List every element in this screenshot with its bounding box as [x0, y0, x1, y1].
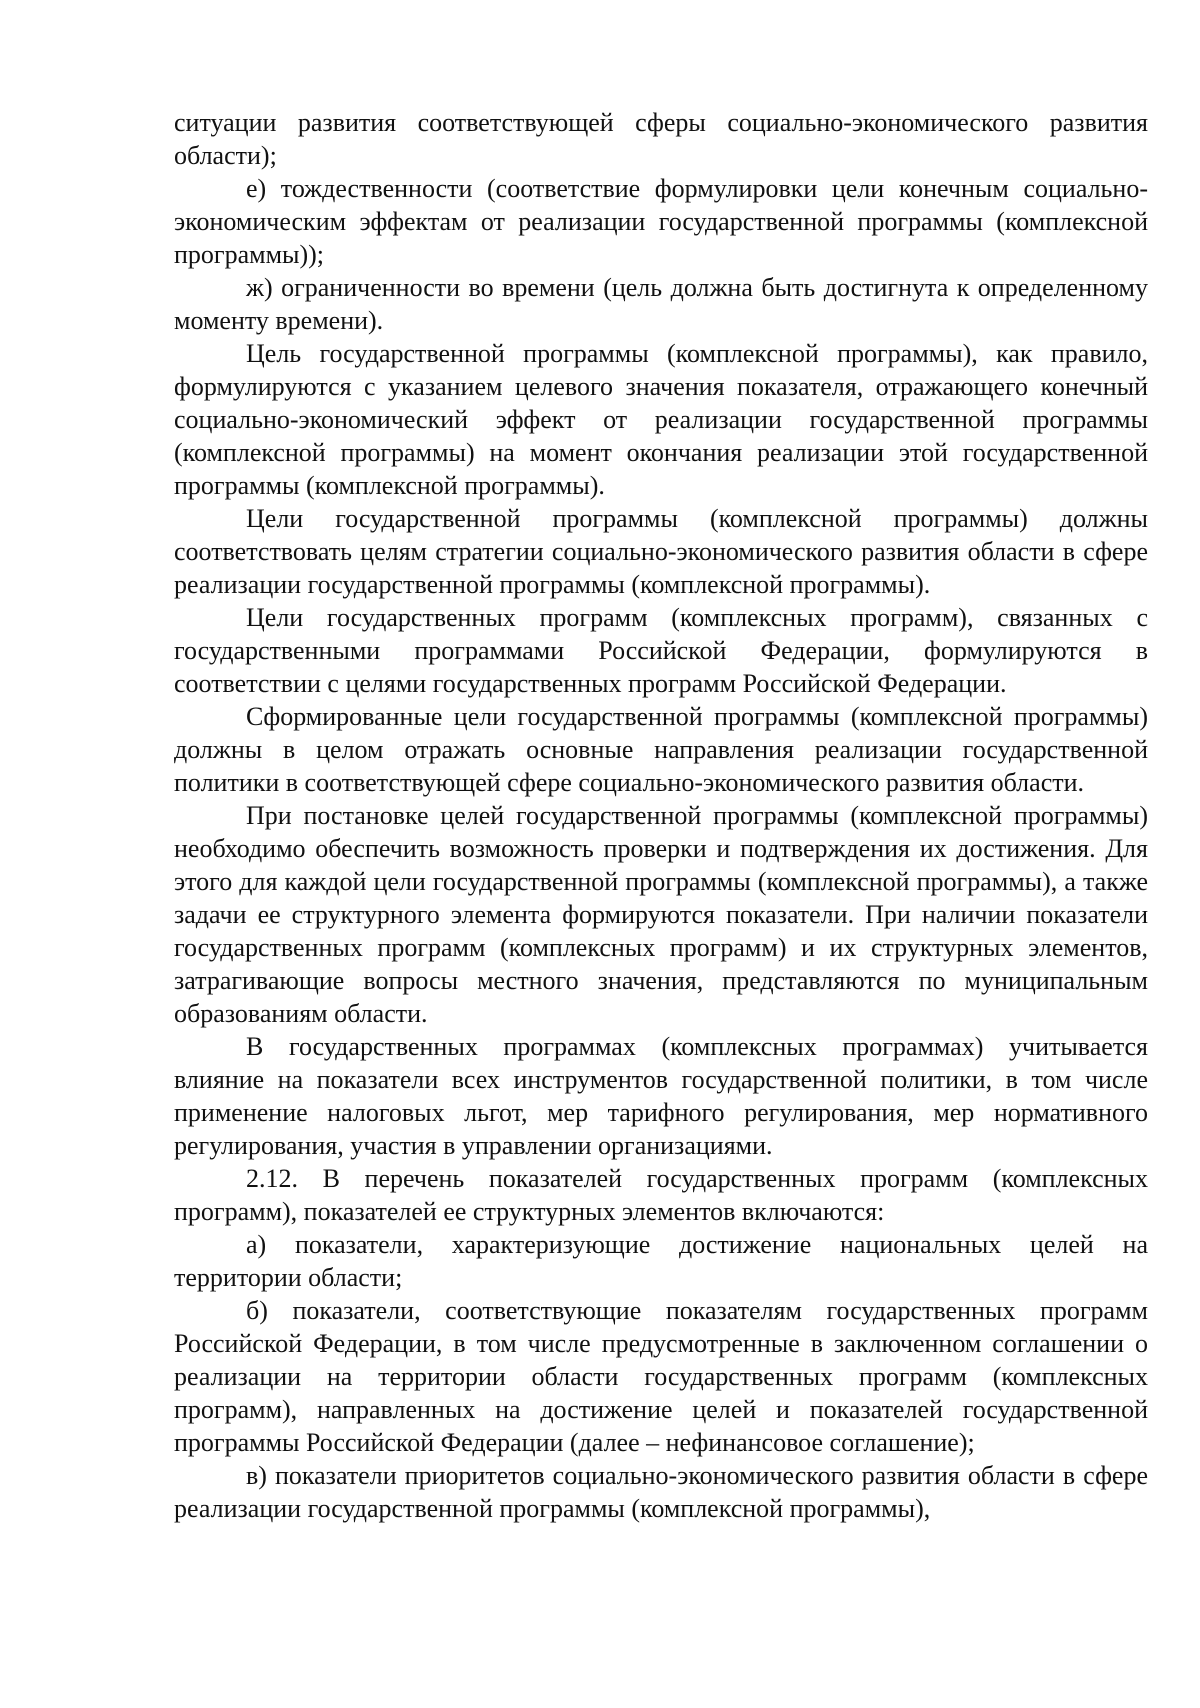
document-body — [174, 106, 1148, 1525]
paragraph-item-b: б) показатели, соответствующие показателям государственных программ Российской Федерации, в том числе предусмотренные в заключенном соглашении о реализации на территории области государственных программ (комплексных программ), направленных на достижение целей и показателей государственной программы Российской Федерации (далее – нефинансовое соглашение); — [174, 1296, 1148, 1457]
paragraph-item-v: в) показатели приоритетов социально-экономического развития области в сфере реализации государственной программы (комплексной программы), — [174, 1461, 1148, 1523]
paragraph-item-e: е) тождественности (соответствие формулировки цели конечным социально-экономическим эффектам от реализации государственной программы (комплексной программы)); — [174, 174, 1148, 269]
paragraph-section-2-12: 2.12. В перечень показателей государственных программ (комплексных программ), показателей ее структурных элементов включаются: — [174, 1164, 1148, 1226]
paragraph-goals-policy: Сформированные цели государственной программы (комплексной программы) должны в целом отражать основные направления реализации государственной политики в соответствующей сфере социально-экономического развития области. — [174, 702, 1148, 797]
paragraph-continuation: ситуации развития соответствующей сферы социально-экономического развития области); — [174, 108, 1148, 170]
paragraph-goals-indicators: При постановке целей государственной программы (комплексной программы) необходимо обеспечить возможность проверки и подтверждения их достижения. Для этого для каждой цели государственной программы (комплексной программы), а также задачи ее структурного элемента формируются показатели. При наличии показатели государственных программ (комплексных программ) и их структурных элементов, затрагивающие вопросы местного значения, представляются по муниципальным образованиям области. — [174, 801, 1148, 1028]
paragraph-goal-formulation: Цель государственной программы (комплексной программы), как правило, формулируются с указанием целевого значения показателя, отражающего конечный социально-экономический эффект от реализации государственной программы (комплексной программы) на момент окончания реализации этой государственной программы (комплексной программы). — [174, 339, 1148, 500]
paragraph-item-zh: ж) ограниченности во времени (цель должна быть достигнута к определенному моменту времени). — [174, 273, 1148, 335]
paragraph-policy-instruments: В государственных программах (комплексных программах) учитывается влияние на показатели всех инструментов государственной политики, в том числе применение налоговых льгот, мер тарифного регулирования, мер нормативного регулирования, участия в управлении организациями. — [174, 1032, 1148, 1160]
paragraph-goals-strategy: Цели государственной программы (комплексной программы) должны соответствовать целям стратегии социально-экономического развития области в сфере реализации государственной программы (комплексной программы). — [174, 504, 1148, 599]
paragraph-item-a: а) показатели, характеризующие достижение национальных целей на территории области; — [174, 1230, 1148, 1292]
paragraph-goals-federal: Цели государственных программ (комплексных программ), связанных с государственными программами Российской Федерации, формулируются в соответствии с целями государственных программ Российской Федерации. — [174, 603, 1148, 698]
